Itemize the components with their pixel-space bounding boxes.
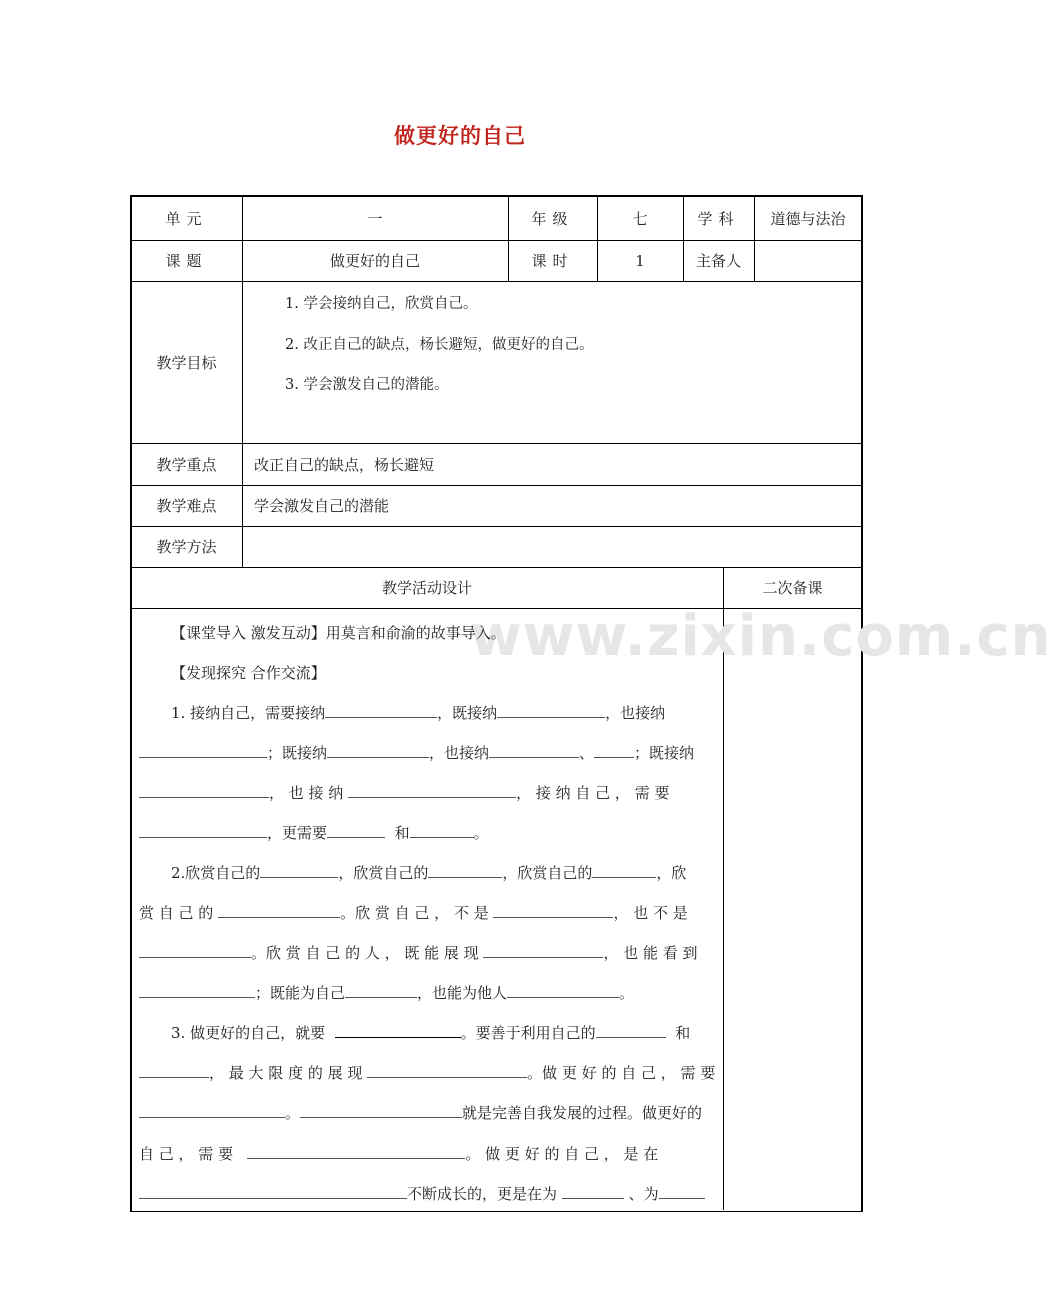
topic-label: 课题 [165,252,208,270]
blank[interactable] [139,823,267,838]
blank[interactable] [139,1103,285,1118]
key-value: 改正自己的缺点，杨长避短 [254,455,435,474]
intro-line [171,622,506,643]
p3-line3: 。 就是完善自我发展的过程。做更好的 [139,1102,702,1123]
hours-label: 课时 [531,252,574,270]
blank[interactable] [428,863,502,878]
blank[interactable] [497,703,605,718]
blank[interactable] [367,1063,527,1078]
page-title: 做更好的自己 [394,123,526,148]
blank[interactable] [325,703,437,718]
blank[interactable] [483,943,603,958]
blank[interactable] [659,1184,705,1199]
goal-item: 1. 学会接纳自己，欣赏自己。 [285,296,478,312]
p3-line1: 3. 做更好的自己，就要 。要善于利用自己的 和 [171,1024,691,1042]
secondary-header: 二次备课 [762,579,823,597]
intro-text: 用莫言和俞渝的故事导入。 [325,624,506,642]
blank[interactable] [247,1144,465,1159]
blank[interactable] [410,823,474,838]
blank[interactable] [260,863,338,878]
blank[interactable] [139,1063,209,1078]
blank[interactable] [139,983,255,998]
p3-line2: ， 最 大 限 度 的 展 现 。做 更 好 的 自 己 ， 需 要 [139,1062,715,1083]
blank[interactable] [348,783,516,798]
blank[interactable] [335,1023,461,1038]
topic-value: 做更好的自己 [329,252,420,270]
blank[interactable] [139,783,269,798]
difficulty-value: 学会激发自己的潜能 [254,497,390,515]
subject-value: 道德与法治 [770,210,846,228]
blank[interactable] [562,1184,624,1199]
preparer-value [754,240,862,281]
blank[interactable] [594,743,634,758]
p3-line4: 自 己 ， 需 要 。 做 更 好 的 自 己 ， 是 在 [139,1145,659,1163]
p2-line3: 。欣 赏 自 己 的 人 ， 既 能 展 现 ， 也 能 看 到 [139,942,698,963]
watermark: www.zixin.com.cn [470,604,1052,669]
blank[interactable] [139,943,251,958]
grade-label: 年级 [531,210,574,228]
difficulty-label: 教学难点 [156,497,217,515]
blank[interactable] [139,743,267,758]
p2-line2: 赏 自 己 的 。欣 赏 自 己 ， 不 是 ， 也 不 是 [139,904,688,922]
blank[interactable] [592,863,656,878]
goal-item: 2. 改正自己的缺点，杨长避短，做更好的自己。 [285,337,594,353]
blank[interactable] [489,743,579,758]
blank[interactable] [596,1023,666,1038]
goals-label: 教学目标 [156,353,217,372]
p3-line5: 不断成长的，更是在为 、为 [139,1183,705,1204]
grade-value: 七 [632,210,648,228]
blank[interactable] [300,1103,462,1118]
method-value [242,526,862,567]
key-label: 教学重点 [156,455,217,474]
p1-line3: ， 也 接 纳 ， 接 纳 自 己 ， 需 要 [139,782,669,803]
activity-header: 教学活动设计 [381,579,472,597]
explore-heading: 【发现探究 合作交流】 [171,664,326,682]
goal-item: 3. 学会激发自己的潜能。 [285,377,449,393]
blank[interactable] [345,983,417,998]
blank[interactable] [327,743,429,758]
p1-line1: 1. 接纳自己，需要接纳 ，既接纳 ，也接纳 [171,704,666,722]
p1-line2: ；既接纳 ，也接纳 、 ；既接纳 [139,742,694,763]
blank[interactable] [327,823,385,838]
hours-value: 1 [635,251,645,270]
preparer-label: 主备人 [695,252,741,270]
p1-line4: ，更需要 和 。 [139,822,489,843]
subject-label: 学科 [697,210,740,228]
unit-value: 一 [367,210,383,228]
unit-label: 单元 [165,210,208,228]
blank[interactable] [493,903,613,918]
method-label: 教学方法 [156,538,217,556]
p2-line4: ；既能为自己 ，也能为他人 。 [139,982,634,1003]
blank[interactable] [507,983,619,998]
blank[interactable] [139,1184,407,1199]
p2-line1: 2.欣赏自己的 ，欣赏自己的 ，欣赏自己的 ，欣 [171,864,687,882]
intro-bracket: 【课堂导入 激发互动】 [171,624,326,642]
blank[interactable] [218,903,340,918]
